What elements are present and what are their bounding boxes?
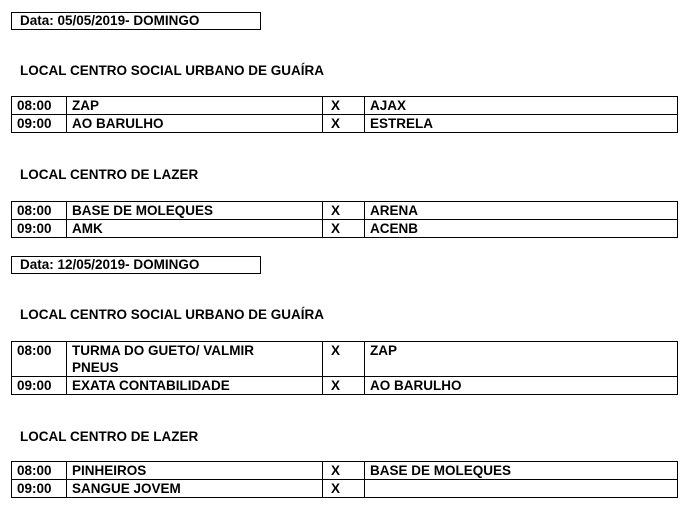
- versus-mark: X: [323, 462, 365, 480]
- local-title-day2-csu: LOCAL CENTRO SOCIAL URBANO DE GUAÍRA: [20, 307, 325, 322]
- game-time: 09:00: [12, 220, 67, 238]
- versus-mark: X: [323, 202, 365, 220]
- game-time: 08:00: [12, 342, 67, 377]
- schedule-table-day2-csu: [11, 341, 678, 395]
- table-row: [12, 462, 678, 480]
- home-team: ZAP: [67, 97, 323, 115]
- local-title-day2-lazer: LOCAL CENTRO DE LAZER: [20, 429, 199, 444]
- game-time: 08:00: [12, 462, 67, 480]
- local-title-day1-csu: LOCAL CENTRO SOCIAL URBANO DE GUAÍRA: [20, 63, 325, 78]
- game-time: 09:00: [12, 377, 67, 395]
- home-team: SANGUE JOVEM: [67, 480, 323, 498]
- home-team: AMK: [67, 220, 323, 238]
- home-team: TURMA DO GUETO/ VALMIR PNEUS: [67, 342, 323, 377]
- game-time: 09:00: [12, 115, 67, 133]
- versus-mark: X: [323, 220, 365, 238]
- schedule-table-day2-lazer: [11, 461, 678, 498]
- schedule-table-day1-lazer: [11, 201, 678, 238]
- versus-mark: X: [323, 342, 365, 377]
- away-team: AO BARULHO: [365, 377, 678, 395]
- table-row: [12, 377, 678, 395]
- game-time: 08:00: [12, 97, 67, 115]
- home-team: PINHEIROS: [67, 462, 323, 480]
- away-team: ZAP: [365, 342, 678, 377]
- table-row: [12, 220, 678, 238]
- away-team: AJAX: [365, 97, 678, 115]
- home-team: AO BARULHO: [67, 115, 323, 133]
- table-row: [12, 342, 678, 377]
- table-row: [12, 202, 678, 220]
- table-row: [12, 115, 678, 133]
- game-time: 09:00: [12, 480, 67, 498]
- table-row: [12, 480, 678, 498]
- away-team: ARENA: [365, 202, 678, 220]
- away-team: ESTRELA: [365, 115, 678, 133]
- away-team: [365, 480, 678, 498]
- table-row: [12, 97, 678, 115]
- date-box-day-2: Data: 12/05/2019- DOMINGO: [11, 256, 261, 274]
- home-team: BASE DE MOLEQUES: [67, 202, 323, 220]
- versus-mark: X: [323, 97, 365, 115]
- versus-mark: X: [323, 115, 365, 133]
- away-team: BASE DE MOLEQUES: [365, 462, 678, 480]
- versus-mark: X: [323, 377, 365, 395]
- date-box-day-1: Data: 05/05/2019- DOMINGO: [11, 12, 261, 30]
- versus-mark: X: [323, 480, 365, 498]
- local-title-day1-lazer: LOCAL CENTRO DE LAZER: [20, 167, 199, 182]
- schedule-table-day1-csu: [11, 96, 678, 133]
- home-team: EXATA CONTABILIDADE: [67, 377, 323, 395]
- away-team: ACENB: [365, 220, 678, 238]
- game-time: 08:00: [12, 202, 67, 220]
